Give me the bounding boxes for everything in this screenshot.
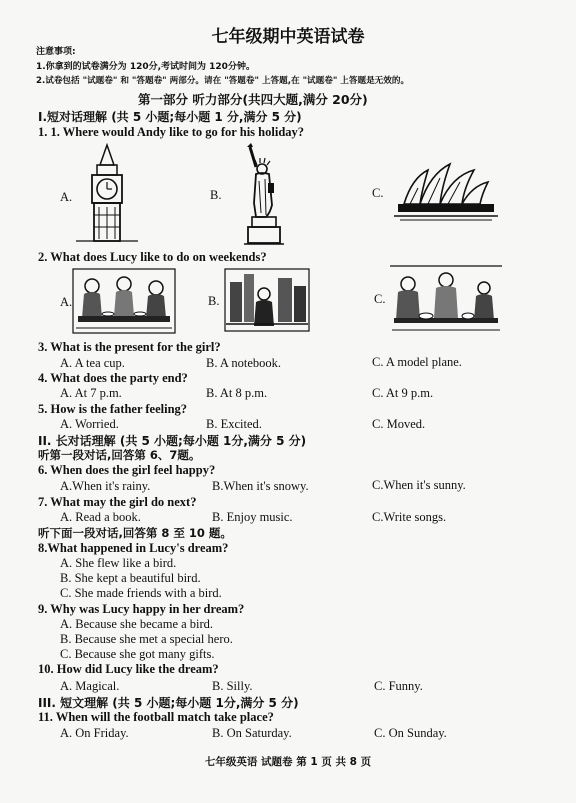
instruction-q6-q7: 听第一段对话,回答第 6、7题。 [38,448,201,462]
part-one-heading: 第一部分 听力部分(共四大题,满分 20分) [138,92,368,107]
q1-option-c: C. [372,186,384,200]
question-6: 6. When does the girl feel happy? [38,463,216,477]
question-2: 2. What does Lucy like to do on weekends? [38,250,267,264]
question-3: 3. What is the present for the girl? [38,340,221,354]
q4-option-a: A. At 7 p.m. [60,386,122,400]
people-cooking-image [390,264,502,334]
question-1: 1. 1. Where would Andy like to go for his holiday? [38,125,305,139]
notes-line-2: 2.试卷包括 "试题卷" 和 "答题卷" 两部分。请在 "答题卷" 上答题,在 "试题卷" 上答题是无效的。 [36,76,410,86]
question-10: 10. How did Lucy like the dream? [38,662,219,676]
notes-line-1: 1.你拿到的试卷满分为 120分,考试时间为 120分钟。 [36,62,255,72]
question-9: 9. Why was Lucy happy in her dream? [38,602,245,616]
q8-option-b: B. She kept a beautiful bird. [60,571,201,585]
q7-option-b: B. Enjoy music. [212,510,293,524]
big-ben-image [76,143,138,243]
section-ii-heading: II. 长对话理解 (共 5 小题;每小题 1分,满分 5 分) [38,434,307,448]
instruction-q8-q10: 听下面一段对话,回答第 8 至 10 题。 [38,526,232,540]
q1-option-b: B. [210,188,222,202]
q6-option-a: A.When it's rainy. [60,479,151,493]
section-i-heading: I.短对话理解 (共 5 小题;每小题 1 分,满分 5 分) [38,110,302,124]
q6-option-b: B.When it's snowy. [212,479,309,493]
q2-option-b: B. [208,294,220,308]
notes-heading: 注意事项: [36,47,76,57]
q2-option-c: C. [374,292,386,306]
q3-option-a: A. A tea cup. [60,356,125,370]
q6-option-c: C.When it's sunny. [372,478,466,492]
q10-option-c: C. Funny. [374,679,423,693]
q10-option-b: B. Silly. [212,679,253,693]
question-7: 7. What may the girl do next? [38,495,197,509]
q10-option-a: A. Magical. [60,679,120,693]
exam-title: 七年级期中英语试卷 [211,27,365,47]
q3-option-c: C. A model plane. [372,355,462,369]
q9-option-b: B. Because she met a special hero. [60,632,233,646]
q3-option-b: B. A notebook. [206,356,282,370]
q5-option-c: C. Moved. [372,417,426,431]
q11-option-b: B. On Saturday. [212,726,292,740]
question-8: 8.What happened in Lucy's dream? [38,541,229,555]
question-4: 4. What does the party end? [38,371,188,385]
q11-option-c: C. On Sunday. [374,726,447,740]
opera-house-image [394,160,498,222]
section-iii-heading: III. 短文理解 (共 5 小题;每小题 1分,满分 5 分) [38,696,299,710]
question-11: 11. When will the football match take place? [38,710,274,724]
q11-option-a: A. On Friday. [60,726,129,740]
q7-option-a: A. Read a book. [60,510,141,524]
q4-option-c: C. At 9 p.m. [372,386,434,400]
statue-of-liberty-image [236,143,294,247]
q5-option-a: A. Worried. [60,417,119,431]
city-sightseeing-image [224,268,310,332]
q9-option-c: C. Because she got many gifts. [60,647,215,661]
q4-option-b: B. At 8 p.m. [206,386,268,400]
q7-option-c: C.Write songs. [372,510,447,524]
q2-option-a: A. [60,295,73,309]
people-eating-image [72,268,176,334]
q9-option-a: A. Because she became a bird. [60,617,214,631]
page-footer: 七年级英语 试题卷 第 1 页 共 8 页 [204,756,372,768]
question-5: 5. How is the father feeling? [38,402,188,416]
q5-option-b: B. Excited. [206,417,262,431]
q8-option-a: A. She flew like a bird. [60,556,177,570]
q8-option-c: C. She made friends with a bird. [60,586,222,600]
q1-option-a: A. [60,190,73,204]
